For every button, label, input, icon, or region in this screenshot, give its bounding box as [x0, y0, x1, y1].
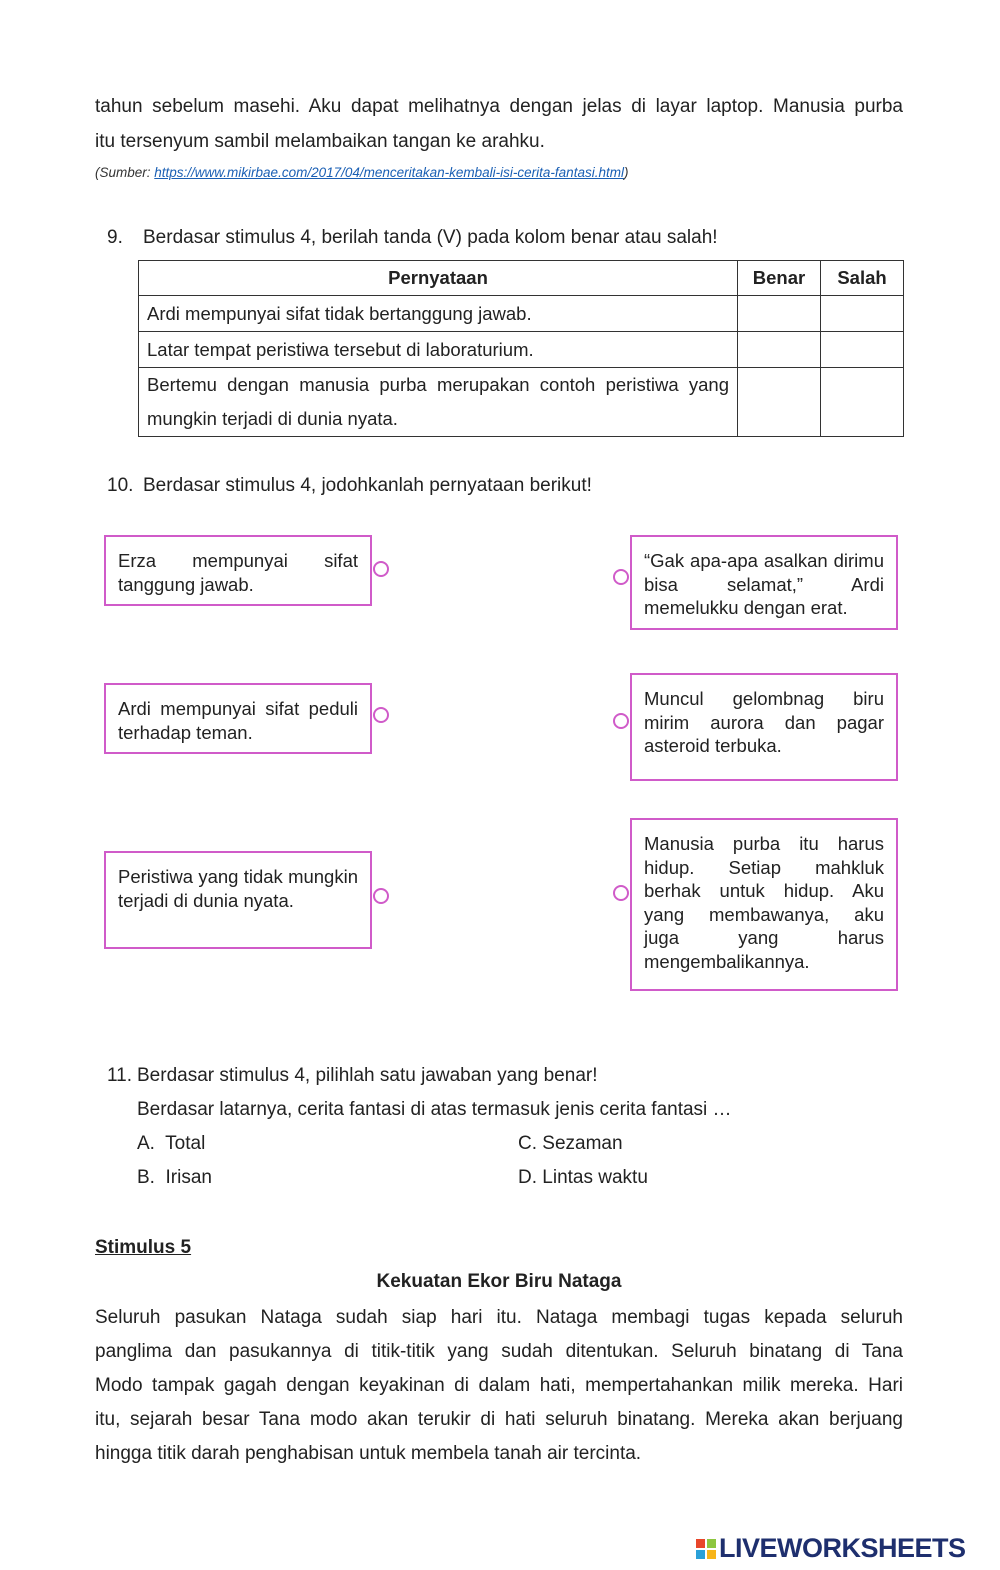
- q10-text: Berdasar stimulus 4, jodohkanlah pernyataan berikut!: [143, 475, 592, 496]
- option-a[interactable]: A. Total: [137, 1133, 206, 1154]
- table-row: [139, 332, 904, 368]
- statement-1: Ardi mempunyai sifat tidak bertanggung jawab.: [139, 296, 738, 332]
- true-false-table: [138, 260, 904, 437]
- answer-cell-true-3[interactable]: [738, 368, 821, 437]
- answer-cell-false-2[interactable]: [821, 332, 904, 368]
- match-left-1: [104, 535, 372, 606]
- source-citation: [95, 165, 628, 180]
- q10-number: 10.: [107, 475, 134, 496]
- liveworksheets-logo: [696, 1533, 966, 1564]
- source-suffix: ): [623, 165, 629, 180]
- answer-cell-true-2[interactable]: [738, 332, 821, 368]
- source-link[interactable]: https://www.mikirbae.com/2017/04/menceritakan-kembali-isi-cerita-fantasi.html: [154, 165, 624, 180]
- option-d[interactable]: D. Lintas waktu: [518, 1167, 648, 1188]
- match-left-1-connector[interactable]: [373, 561, 389, 577]
- match-right-3: [630, 818, 898, 991]
- match-right-3-text: Manusia purba itu harus hidup. Setiap mahkluk berhak untuk hidup. Aku yang membawanya, aku juga yang harus mengembalikannya.: [644, 833, 884, 972]
- match-right-1-text: “Gak apa-apa asalkan dirimu bisa selamat,” Ardi memelukku dengan erat.: [644, 550, 884, 618]
- match-left-2-text: Ardi mempunyai sifat peduli terhadap teman.: [118, 698, 358, 743]
- stimulus-5-label: Stimulus 5: [95, 1237, 192, 1258]
- option-c[interactable]: C. Sezaman: [518, 1133, 623, 1154]
- statement-2: Latar tempat peristiwa tersebut di laboraturium.: [139, 332, 738, 368]
- intro-line-1: tahun sebelum masehi. Aku dapat melihatnya dengan jelas di layar laptop. Manusia purba: [95, 96, 903, 117]
- logo-square-3: [696, 1550, 705, 1559]
- statement-3: Bertemu dengan manusia purba merupakan contoh peristiwa yang mungkin terjadi di dunia nyata.: [139, 368, 738, 437]
- q9-text: Berdasar stimulus 4, berilah tanda (V) pada kolom benar atau salah!: [143, 227, 718, 248]
- logo-square-1: [696, 1539, 705, 1548]
- match-left-3-connector[interactable]: [373, 888, 389, 904]
- header-statement: Pernyataan: [139, 261, 738, 296]
- story-line-2: panglima dan pasukannya di titik-titik yang sudah ditentukan. Seluruh binatang di Tana: [95, 1341, 903, 1362]
- match-right-2-text: Muncul gelombnag biru mirim aurora dan pagar asteroid terbuka.: [644, 688, 884, 756]
- match-left-3: [104, 851, 372, 949]
- match-right-3-connector[interactable]: [613, 885, 629, 901]
- story-line-4: itu, sejarah besar Tana modo akan terukir di hati seluruh binatang. Mereka akan berjuang: [95, 1409, 903, 1430]
- match-right-2-connector[interactable]: [613, 713, 629, 729]
- header-false: Salah: [821, 261, 904, 296]
- logo-text: LIVEWORKSHEETS: [719, 1533, 966, 1563]
- option-b[interactable]: B. Irisan: [137, 1167, 212, 1188]
- q11-text: Berdasar stimulus 4, pilihlah satu jawaban yang benar!: [137, 1065, 598, 1086]
- match-left-3-text: Peristiwa yang tidak mungkin terjadi di dunia nyata.: [118, 866, 358, 911]
- match-right-2: [630, 673, 898, 781]
- answer-cell-false-3[interactable]: [821, 368, 904, 437]
- q11-number: 11.: [107, 1065, 133, 1086]
- story-line-1: Seluruh pasukan Nataga sudah siap hari itu. Nataga membagi tugas kepada seluruh: [95, 1307, 903, 1328]
- answer-cell-false-1[interactable]: [821, 296, 904, 332]
- logo-square-2: [707, 1539, 716, 1548]
- match-left-2: [104, 683, 372, 754]
- header-true: Benar: [738, 261, 821, 296]
- intro-line-2: itu tersenyum sambil melambaikan tangan ke arahku.: [95, 131, 545, 152]
- match-left-2-connector[interactable]: [373, 707, 389, 723]
- match-right-1-connector[interactable]: [613, 569, 629, 585]
- story-line-3: Modo tampak gagah dengan keyakinan di dalam hati, mempertahankan milik mereka. Hari: [95, 1375, 903, 1396]
- logo-square-4: [707, 1550, 716, 1559]
- q11-prompt: Berdasar latarnya, cerita fantasi di atas termasuk jenis cerita fantasi …: [137, 1099, 732, 1120]
- story-title: Kekuatan Ekor Biru Nataga: [376, 1271, 622, 1292]
- table-row: [139, 296, 904, 332]
- answer-cell-true-1[interactable]: [738, 296, 821, 332]
- table-row: [139, 368, 904, 437]
- story-line-5: hingga titik darah penghabisan untuk membela tanah air tercinta.: [95, 1443, 642, 1464]
- logo-mark-icon: [696, 1539, 716, 1559]
- match-left-1-text: Erza mempunyai sifat tanggung jawab.: [118, 550, 358, 595]
- match-right-1: [630, 535, 898, 630]
- q9-number: 9.: [107, 227, 123, 248]
- source-prefix: (Sumber:: [95, 165, 155, 180]
